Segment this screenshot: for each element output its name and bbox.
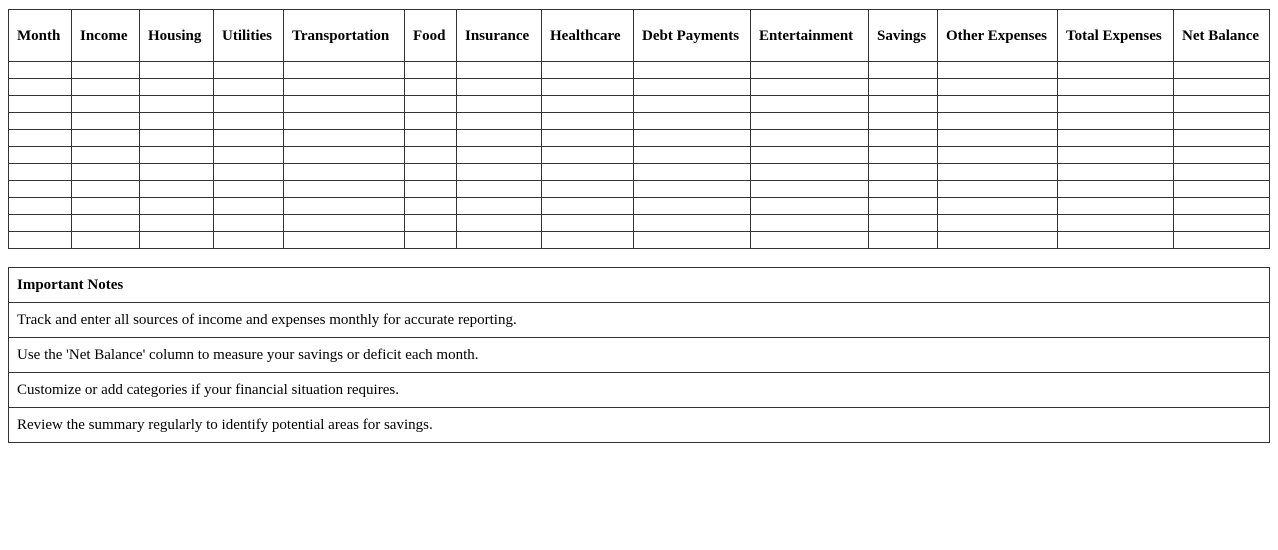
cell-utilities[interactable] <box>214 215 284 232</box>
cell-transportation[interactable] <box>284 62 405 79</box>
cell-housing[interactable] <box>140 215 214 232</box>
table-row <box>9 198 1270 215</box>
cell-transportation[interactable] <box>284 130 405 147</box>
table-row <box>9 164 1270 181</box>
cell-food[interactable] <box>405 215 457 232</box>
cell-savings[interactable] <box>869 215 938 232</box>
cell-healthcare[interactable] <box>542 113 634 130</box>
cell-healthcare[interactable] <box>542 215 634 232</box>
cell-net-balance[interactable] <box>1174 79 1270 96</box>
cell-savings[interactable] <box>869 62 938 79</box>
cell-food[interactable] <box>405 147 457 164</box>
table-row <box>9 181 1270 198</box>
cell-income[interactable] <box>72 181 140 198</box>
cell-income[interactable] <box>72 96 140 113</box>
cell-transportation[interactable] <box>284 232 405 249</box>
cell-transportation[interactable] <box>284 164 405 181</box>
column-header-other-expenses: Other Expenses <box>938 10 1058 62</box>
cell-food[interactable] <box>405 198 457 215</box>
cell-debt-payments[interactable] <box>634 164 751 181</box>
cell-debt-payments[interactable] <box>634 198 751 215</box>
notes-table <box>8 267 1270 443</box>
cell-other-expenses[interactable] <box>938 62 1058 79</box>
cell-entertainment[interactable] <box>751 232 869 249</box>
cell-debt-payments[interactable] <box>634 215 751 232</box>
table-row <box>9 79 1270 96</box>
cell-housing[interactable] <box>140 130 214 147</box>
cell-food[interactable] <box>405 130 457 147</box>
cell-healthcare[interactable] <box>542 181 634 198</box>
cell-insurance[interactable] <box>457 62 542 79</box>
cell-month[interactable] <box>9 113 72 130</box>
cell-insurance[interactable] <box>457 232 542 249</box>
cell-insurance[interactable] <box>457 198 542 215</box>
cell-income[interactable] <box>72 113 140 130</box>
cell-debt-payments[interactable] <box>634 79 751 96</box>
cell-transportation[interactable] <box>284 96 405 113</box>
cell-month[interactable] <box>9 96 72 113</box>
cell-healthcare[interactable] <box>542 130 634 147</box>
table-row <box>9 147 1270 164</box>
cell-healthcare[interactable] <box>542 79 634 96</box>
cell-total-expenses[interactable] <box>1058 181 1174 198</box>
cell-month[interactable] <box>9 62 72 79</box>
cell-total-expenses[interactable] <box>1058 96 1174 113</box>
cell-savings[interactable] <box>869 79 938 96</box>
cell-utilities[interactable] <box>214 147 284 164</box>
cell-month[interactable] <box>9 215 72 232</box>
cell-transportation[interactable] <box>284 147 405 164</box>
cell-total-expenses[interactable] <box>1058 232 1174 249</box>
cell-total-expenses[interactable] <box>1058 198 1174 215</box>
cell-other-expenses[interactable] <box>938 147 1058 164</box>
cell-entertainment[interactable] <box>751 147 869 164</box>
column-header-income: Income <box>72 10 140 62</box>
cell-debt-payments[interactable] <box>634 147 751 164</box>
cell-food[interactable] <box>405 232 457 249</box>
cell-income[interactable] <box>72 130 140 147</box>
note-item: Customize or add categories if your financial situation requires. <box>9 373 1270 408</box>
column-header-month: Month <box>9 10 72 62</box>
cell-other-expenses[interactable] <box>938 130 1058 147</box>
cell-savings[interactable] <box>869 147 938 164</box>
cell-income[interactable] <box>72 62 140 79</box>
cell-other-expenses[interactable] <box>938 164 1058 181</box>
cell-healthcare[interactable] <box>542 198 634 215</box>
cell-transportation[interactable] <box>284 181 405 198</box>
cell-entertainment[interactable] <box>751 215 869 232</box>
cell-savings[interactable] <box>869 198 938 215</box>
cell-other-expenses[interactable] <box>938 215 1058 232</box>
cell-net-balance[interactable] <box>1174 232 1270 249</box>
cell-income[interactable] <box>72 147 140 164</box>
cell-transportation[interactable] <box>284 215 405 232</box>
cell-other-expenses[interactable] <box>938 79 1058 96</box>
cell-other-expenses[interactable] <box>938 232 1058 249</box>
cell-transportation[interactable] <box>284 79 405 96</box>
cell-utilities[interactable] <box>214 232 284 249</box>
cell-healthcare[interactable] <box>542 96 634 113</box>
column-header-total-expenses: Total Expenses <box>1058 10 1174 62</box>
cell-food[interactable] <box>405 181 457 198</box>
cell-utilities[interactable] <box>214 164 284 181</box>
cell-other-expenses[interactable] <box>938 113 1058 130</box>
cell-entertainment[interactable] <box>751 79 869 96</box>
cell-food[interactable] <box>405 62 457 79</box>
cell-insurance[interactable] <box>457 96 542 113</box>
column-header-entertainment: Entertainment <box>751 10 869 62</box>
cell-housing[interactable] <box>140 96 214 113</box>
column-header-healthcare: Healthcare <box>542 10 634 62</box>
column-header-savings: Savings <box>869 10 938 62</box>
cell-debt-payments[interactable] <box>634 62 751 79</box>
header-row <box>9 10 1270 62</box>
cell-entertainment[interactable] <box>751 181 869 198</box>
column-header-food: Food <box>405 10 457 62</box>
cell-debt-payments[interactable] <box>634 181 751 198</box>
cell-month[interactable] <box>9 198 72 215</box>
table-row <box>9 232 1270 249</box>
cell-housing[interactable] <box>140 232 214 249</box>
cell-healthcare[interactable] <box>542 62 634 79</box>
note-item: Review the summary regularly to identify potential areas for savings. <box>9 408 1270 443</box>
cell-net-balance[interactable] <box>1174 62 1270 79</box>
notes-title: Important Notes <box>9 268 1270 303</box>
cell-food[interactable] <box>405 96 457 113</box>
cell-savings[interactable] <box>869 164 938 181</box>
cell-insurance[interactable] <box>457 79 542 96</box>
cell-month[interactable] <box>9 147 72 164</box>
cell-other-expenses[interactable] <box>938 181 1058 198</box>
cell-housing[interactable] <box>140 198 214 215</box>
cell-income[interactable] <box>72 215 140 232</box>
cell-housing[interactable] <box>140 181 214 198</box>
cell-savings[interactable] <box>869 96 938 113</box>
cell-entertainment[interactable] <box>751 62 869 79</box>
cell-entertainment[interactable] <box>751 113 869 130</box>
cell-housing[interactable] <box>140 79 214 96</box>
cell-insurance[interactable] <box>457 215 542 232</box>
cell-insurance[interactable] <box>457 147 542 164</box>
cell-debt-payments[interactable] <box>634 96 751 113</box>
cell-healthcare[interactable] <box>542 232 634 249</box>
note-item: Use the 'Net Balance' column to measure your savings or deficit each month. <box>9 338 1270 373</box>
column-header-transportation: Transportation <box>284 10 405 62</box>
cell-housing[interactable] <box>140 62 214 79</box>
cell-transportation[interactable] <box>284 113 405 130</box>
cell-savings[interactable] <box>869 130 938 147</box>
cell-month[interactable] <box>9 164 72 181</box>
cell-total-expenses[interactable] <box>1058 79 1174 96</box>
cell-utilities[interactable] <box>214 79 284 96</box>
table-row <box>9 130 1270 147</box>
cell-total-expenses[interactable] <box>1058 62 1174 79</box>
column-header-housing: Housing <box>140 10 214 62</box>
cell-income[interactable] <box>72 198 140 215</box>
cell-insurance[interactable] <box>457 164 542 181</box>
cell-utilities[interactable] <box>214 62 284 79</box>
cell-debt-payments[interactable] <box>634 113 751 130</box>
cell-utilities[interactable] <box>214 113 284 130</box>
cell-net-balance[interactable] <box>1174 181 1270 198</box>
cell-utilities[interactable] <box>214 198 284 215</box>
cell-month[interactable] <box>9 232 72 249</box>
cell-savings[interactable] <box>869 181 938 198</box>
cell-total-expenses[interactable] <box>1058 147 1174 164</box>
cell-income[interactable] <box>72 232 140 249</box>
cell-entertainment[interactable] <box>751 130 869 147</box>
cell-food[interactable] <box>405 164 457 181</box>
cell-month[interactable] <box>9 79 72 96</box>
cell-net-balance[interactable] <box>1174 96 1270 113</box>
cell-housing[interactable] <box>140 113 214 130</box>
column-header-debt-payments: Debt Payments <box>634 10 751 62</box>
cell-debt-payments[interactable] <box>634 232 751 249</box>
cell-net-balance[interactable] <box>1174 215 1270 232</box>
cell-net-balance[interactable] <box>1174 130 1270 147</box>
cell-food[interactable] <box>405 113 457 130</box>
cell-utilities[interactable] <box>214 181 284 198</box>
note-item: Track and enter all sources of income and expenses monthly for accurate reporting. <box>9 303 1270 338</box>
budget-table <box>8 9 1270 249</box>
cell-month[interactable] <box>9 181 72 198</box>
cell-insurance[interactable] <box>457 130 542 147</box>
cell-debt-payments[interactable] <box>634 130 751 147</box>
cell-total-expenses[interactable] <box>1058 130 1174 147</box>
table-row <box>9 113 1270 130</box>
cell-income[interactable] <box>72 164 140 181</box>
cell-housing[interactable] <box>140 164 214 181</box>
cell-utilities[interactable] <box>214 96 284 113</box>
column-header-utilities: Utilities <box>214 10 284 62</box>
column-header-insurance: Insurance <box>457 10 542 62</box>
cell-healthcare[interactable] <box>542 164 634 181</box>
table-row <box>9 215 1270 232</box>
cell-income[interactable] <box>72 79 140 96</box>
cell-total-expenses[interactable] <box>1058 164 1174 181</box>
cell-total-expenses[interactable] <box>1058 215 1174 232</box>
cell-net-balance[interactable] <box>1174 147 1270 164</box>
table-row <box>9 96 1270 113</box>
cell-total-expenses[interactable] <box>1058 113 1174 130</box>
cell-savings[interactable] <box>869 113 938 130</box>
cell-savings[interactable] <box>869 232 938 249</box>
cell-housing[interactable] <box>140 147 214 164</box>
cell-food[interactable] <box>405 79 457 96</box>
cell-entertainment[interactable] <box>751 164 869 181</box>
cell-utilities[interactable] <box>214 130 284 147</box>
cell-entertainment[interactable] <box>751 96 869 113</box>
table-row <box>9 62 1270 79</box>
cell-transportation[interactable] <box>284 198 405 215</box>
cell-entertainment[interactable] <box>751 198 869 215</box>
cell-other-expenses[interactable] <box>938 96 1058 113</box>
cell-net-balance[interactable] <box>1174 198 1270 215</box>
cell-insurance[interactable] <box>457 113 542 130</box>
cell-net-balance[interactable] <box>1174 164 1270 181</box>
cell-month[interactable] <box>9 130 72 147</box>
cell-healthcare[interactable] <box>542 147 634 164</box>
column-header-net-balance: Net Balance <box>1174 10 1270 62</box>
cell-net-balance[interactable] <box>1174 113 1270 130</box>
cell-other-expenses[interactable] <box>938 198 1058 215</box>
cell-insurance[interactable] <box>457 181 542 198</box>
